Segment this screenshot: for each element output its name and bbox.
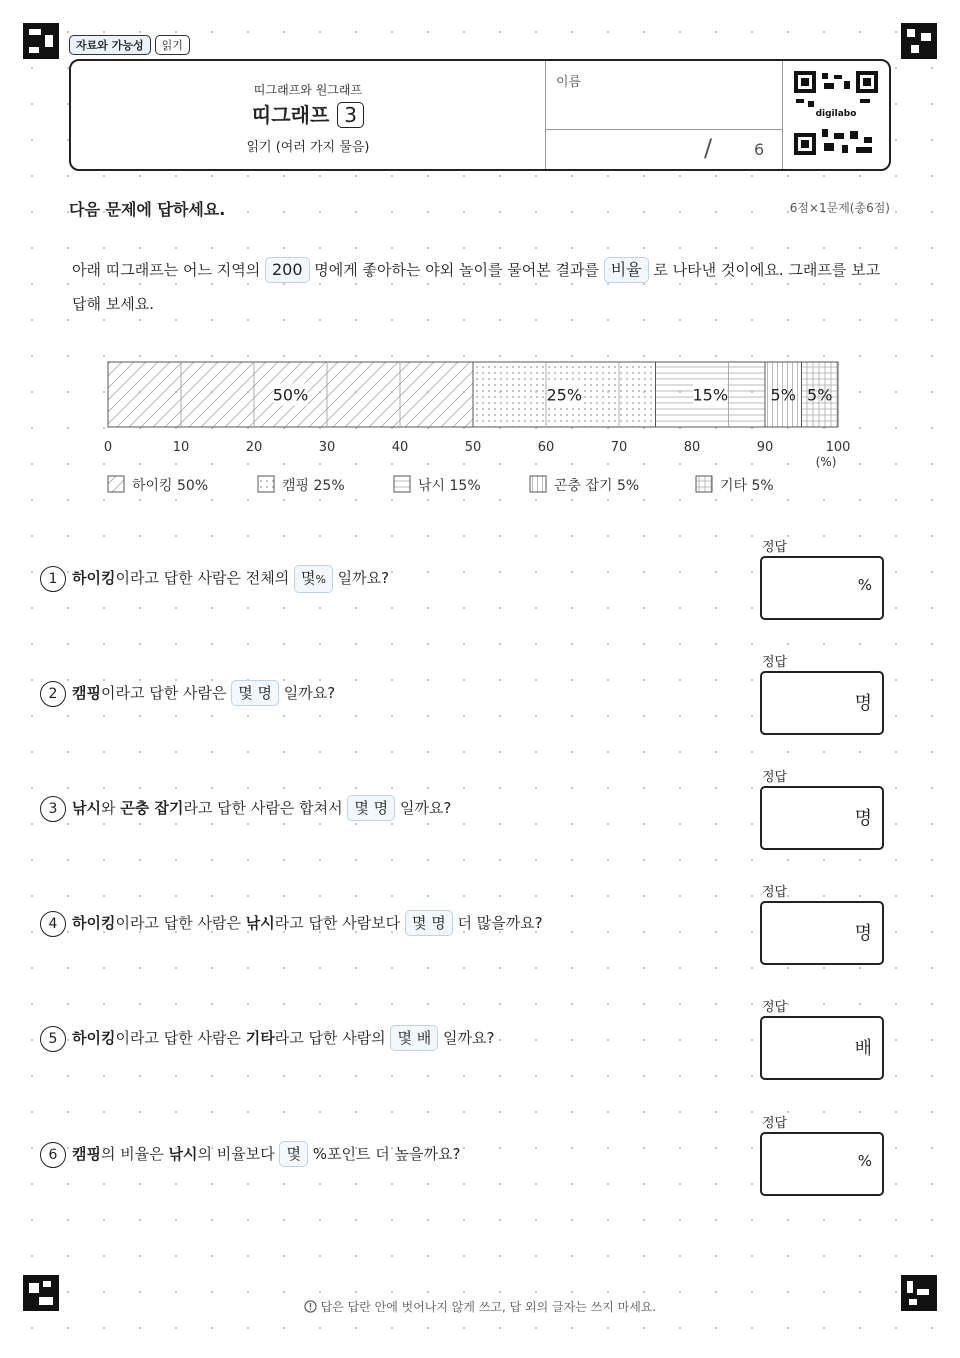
- qr-code-icon: [794, 71, 878, 155]
- x-tick-label: 80: [683, 440, 701, 455]
- tag-category: 자료와 가능성: [69, 35, 151, 55]
- question-text: %포인트 더 높을까요?: [307, 1145, 461, 1163]
- question-highlight-text: 몇: [300, 569, 316, 587]
- question-2: [40, 678, 335, 708]
- question-number: 5: [40, 1026, 66, 1052]
- question-keyword: 하이킹: [72, 914, 116, 932]
- x-tick-label: 60: [537, 440, 555, 455]
- question-4: [40, 908, 543, 938]
- legend-label: 기타 5%: [720, 478, 774, 494]
- question-keyword: 기타: [245, 1029, 275, 1047]
- answer-unit: %: [857, 1152, 872, 1170]
- question-text: 일까요?: [395, 799, 452, 817]
- page-title: [71, 99, 545, 128]
- desc-part-1: 아래 띠그래프는 어느 지역의: [72, 261, 265, 279]
- question-number: 1: [40, 566, 66, 592]
- question-text: 라고 답한 사람보다: [274, 914, 405, 932]
- question-text: 라고 답한 사람은 합쳐서: [183, 799, 348, 817]
- corner-marker-top-left: [23, 23, 59, 59]
- question-highlight-text: 몇 배: [397, 1029, 432, 1047]
- answer-label: 정답: [762, 770, 788, 785]
- question-number: 2: [40, 681, 66, 707]
- question-keyword: 낚시: [72, 799, 101, 817]
- answer-box-1[interactable]: [760, 556, 884, 620]
- answer-label: 정답: [762, 655, 788, 670]
- legend-label: 하이킹 50%: [132, 478, 209, 494]
- answer-label: 정답: [762, 1000, 788, 1015]
- question-text: 이라고 답한 사람은 전체의: [115, 569, 294, 587]
- question-1: [40, 563, 389, 593]
- question-text: 이라고 답한 사람은: [100, 684, 232, 702]
- x-tick-label: 90: [756, 440, 774, 455]
- question-text: 이라고 답한 사람은: [115, 914, 246, 932]
- question-highlight-text: 몇 명: [354, 799, 389, 817]
- band-segment-label: 25%: [546, 385, 583, 405]
- problem-description: [72, 253, 888, 321]
- question-5: [40, 1023, 494, 1053]
- band-segment-label: 5%: [807, 385, 833, 405]
- header-subtitle: 띠그래프와 원그래프: [253, 83, 363, 97]
- worksheet-header: [69, 59, 891, 171]
- header-title-area: [71, 61, 546, 169]
- x-tick-label: 100: [825, 440, 851, 455]
- x-tick-label: 50: [464, 440, 482, 455]
- question-keyword: 캠핑: [72, 684, 101, 702]
- question-keyword: 낚시: [168, 1145, 198, 1163]
- question-highlight-text: 몇 명: [411, 914, 446, 932]
- answer-label: 정답: [762, 540, 788, 555]
- footer-note: [0, 1298, 960, 1315]
- answer-unit: 명: [854, 808, 872, 829]
- question-number: 6: [40, 1142, 66, 1168]
- band-segments: [108, 362, 838, 427]
- question-text: 의 비율보다: [197, 1145, 280, 1163]
- question-text: 일까요?: [332, 569, 390, 587]
- question-highlight: [347, 795, 395, 821]
- answer-box-5[interactable]: [760, 1016, 884, 1080]
- desc-part-3: 로 나타낸 것이에요. 그래프를 보고 답해 보세요.: [72, 261, 881, 313]
- worksheet-number: 3: [337, 102, 364, 128]
- legend-swatch: [696, 476, 712, 492]
- question-keyword: 낚시: [245, 914, 275, 932]
- x-tick-label: 0: [103, 440, 113, 455]
- x-tick-label: 30: [318, 440, 336, 455]
- desc-part-2: 명에게 좋아하는 야외 놀이를 물어본 결과를: [309, 261, 604, 279]
- highlight-count: 200: [265, 257, 310, 283]
- score-field: [546, 130, 783, 169]
- question-3: [40, 793, 451, 823]
- answer-unit: 명: [854, 923, 872, 944]
- question-highlight: [405, 910, 453, 936]
- legend-swatch: [394, 476, 410, 492]
- x-tick-label: 20: [245, 440, 263, 455]
- qr-label: digilabo: [815, 109, 857, 119]
- footer-text: 답은 답란 안에 벗어나지 않게 쓰고, 답 외의 글자는 쓰지 마세요.: [320, 1300, 657, 1314]
- question-highlight: [390, 1025, 438, 1051]
- legend-swatch: [258, 476, 274, 492]
- answer-box-3[interactable]: [760, 786, 884, 850]
- answer-unit: %: [857, 576, 872, 594]
- question-text: 라고 답한 사람의: [274, 1029, 391, 1047]
- corner-marker-top-right: [901, 23, 937, 59]
- x-axis-unit: (%): [815, 455, 837, 469]
- answer-box-4[interactable]: [760, 901, 884, 965]
- question-highlight: [294, 565, 333, 593]
- name-field[interactable]: [546, 61, 783, 130]
- instruction: 다음 문제에 답하세요.: [69, 200, 226, 219]
- question-6: [40, 1139, 460, 1169]
- legend-swatch: [108, 476, 124, 492]
- answer-label: 정답: [762, 1116, 788, 1131]
- question-keyword: 하이킹: [72, 569, 116, 587]
- legend-label: 캠핑 25%: [282, 478, 345, 494]
- question-number: 4: [40, 911, 66, 937]
- question-keyword: 곤충 잡기: [120, 799, 184, 817]
- x-tick-label: 70: [610, 440, 628, 455]
- band-segment-label: 5%: [770, 385, 796, 405]
- answer-unit: 배: [854, 1038, 872, 1059]
- answer-box-2[interactable]: [760, 671, 884, 735]
- band-segment-label: 15%: [692, 385, 729, 405]
- question-text: 일까요?: [278, 684, 336, 702]
- category-tags: [69, 35, 190, 55]
- band-graph: [0, 340, 960, 510]
- question-keyword: 하이킹: [72, 1029, 116, 1047]
- question-highlight-unit: %: [315, 573, 326, 586]
- score-total: 6: [754, 140, 765, 159]
- question-text: 와: [100, 799, 121, 817]
- question-text: 일까요?: [438, 1029, 495, 1047]
- highlight-ratio: 비율: [604, 257, 649, 283]
- band-segment-label: 50%: [272, 385, 309, 405]
- x-tick-label: 40: [391, 440, 409, 455]
- name-label: 이름: [556, 75, 582, 90]
- score-slash: /: [704, 134, 713, 162]
- question-highlight-text: 몇: [286, 1145, 301, 1163]
- question-text: 이라고 답한 사람은: [115, 1029, 246, 1047]
- answer-unit: 명: [854, 693, 872, 714]
- legend-swatch: [530, 476, 546, 492]
- band-legend: [108, 476, 774, 494]
- question-text: 의 비율은: [100, 1145, 169, 1163]
- tag-skill: 읽기: [155, 35, 190, 55]
- legend-label: 곤충 잡기 5%: [554, 478, 640, 494]
- question-highlight-text: 몇 명: [238, 684, 272, 702]
- question-highlight: [279, 1141, 308, 1167]
- header-description: 읽기 (여러 가지 물음): [246, 140, 370, 155]
- answer-label: 정답: [762, 885, 788, 900]
- question-keyword: 캠핑: [72, 1145, 101, 1163]
- legend-label: 낚시 15%: [418, 478, 481, 494]
- alert-circle-icon: [304, 1300, 317, 1313]
- answer-box-6[interactable]: [760, 1132, 884, 1196]
- x-tick-label: 10: [172, 440, 190, 455]
- x-axis-ticks: [104, 440, 851, 455]
- question-text: 더 많을까요?: [452, 914, 543, 932]
- points-info: 6점×1문제(총6점): [789, 201, 890, 215]
- page-title-text: 띠그래프: [251, 103, 330, 127]
- question-number: 3: [40, 796, 66, 822]
- question-highlight: [231, 680, 279, 706]
